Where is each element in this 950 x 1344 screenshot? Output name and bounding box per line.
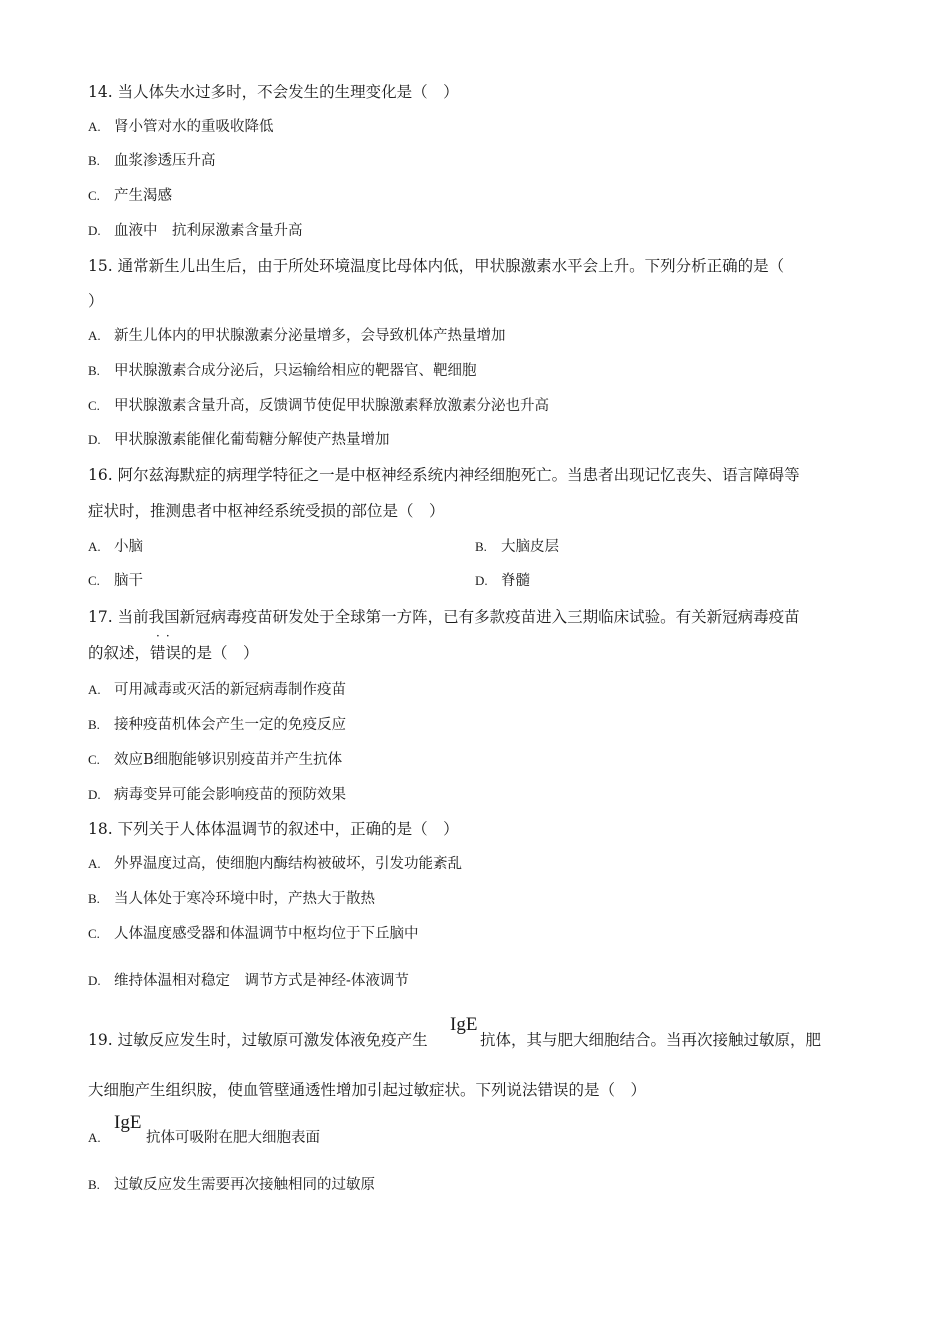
emphasis-dots: ·· <box>156 629 176 643</box>
q19-stem-line1-start: 19. 过敏反应发生时，过敏原可激发体液免疫产生 <box>88 1031 428 1049</box>
q16-option-a <box>88 537 143 557</box>
option-text: 当人体处于寒冷环境中时，产热大于散热 <box>114 891 375 907</box>
option-label: A. <box>88 119 101 134</box>
option-text: 小脑 <box>114 539 143 555</box>
option-label: D. <box>88 432 101 447</box>
option-label: A. <box>88 682 101 697</box>
option-label: C. <box>88 398 100 413</box>
option-label: D. <box>475 573 488 588</box>
q17-option-b <box>88 715 346 735</box>
option-text: 抗体可吸附在肥大细胞表面 <box>146 1130 320 1146</box>
option-label: A. <box>88 856 101 871</box>
option-text: 血液中 抗利尿激素含量升高 <box>114 223 303 239</box>
option-text: 血浆渗透压升高 <box>114 153 216 169</box>
option-label: A. <box>88 539 101 554</box>
q15-option-b <box>88 361 477 381</box>
q16-stem-line1: 16. 阿尔兹海默症的病理学特征之一是中枢神经系统内神经细胞死亡。当患者出现记忆丧失、语言障碍等 <box>88 466 800 484</box>
option-label: A. <box>88 1130 101 1145</box>
q15-option-c <box>88 396 549 416</box>
q14-option-c <box>88 186 172 206</box>
option-label: B. <box>88 717 100 732</box>
option-label: D. <box>88 787 101 802</box>
option-text: 新生儿体内的甲状腺激素分泌量增多，会导致机体产热量增加 <box>114 328 506 344</box>
option-text: 脊髓 <box>501 573 530 589</box>
option-text: 效应B细胞能够识别疫苗并产生抗体 <box>114 752 343 768</box>
ige-term: IgE <box>114 1112 142 1133</box>
option-label: B. <box>475 539 487 554</box>
q14-option-d <box>88 221 303 241</box>
option-label: C. <box>88 752 100 767</box>
q17-option-c <box>88 750 342 770</box>
option-label: B. <box>88 363 100 378</box>
option-label: B. <box>88 153 100 168</box>
q17-stem-line1: 17. 当前我国新冠病毒疫苗研发处于全球第一方阵，已有多款疫苗进入三期临床试验。有关新冠病毒疫苗 <box>88 608 800 626</box>
q18-stem: 18. 下列关于人体体温调节的叙述中，正确的是（ ） <box>88 820 459 838</box>
q19-stem-line1-end: 抗体，其与肥大细胞结合。当再次接触过敏原，肥 <box>480 1031 822 1049</box>
option-text: 肾小管对水的重吸收降低 <box>114 119 274 135</box>
option-text: 甲状腺激素含量升高，反馈调节使促甲状腺激素释放激素分泌也升高 <box>114 398 549 414</box>
option-label: B. <box>88 1177 100 1192</box>
q17-stem-line2: 的叙述，错误的是（ ） <box>88 644 259 662</box>
q18-option-d <box>88 971 409 991</box>
option-text: 维持体温相对稳定 调节方式是神经-体液调节 <box>114 973 409 989</box>
q15-stem-line1: 15. 通常新生儿出生后，由于所处环境温度比母体内低，甲状腺激素水平会上升。下列分析正确的是（ <box>88 257 785 275</box>
q14-option-a <box>88 117 274 137</box>
q15-option-a <box>88 326 506 346</box>
option-label: A. <box>88 328 101 343</box>
option-text: 脑干 <box>114 573 143 589</box>
option-label: B. <box>88 891 100 906</box>
q17-option-d <box>88 785 346 805</box>
q16-option-d <box>475 571 530 591</box>
option-text: 甲状腺激素合成分泌后，只运输给相应的靶器官、靶细胞 <box>114 363 477 379</box>
option-text: 外界温度过高，使细胞内酶结构被破坏，引发功能紊乱 <box>114 856 462 872</box>
option-label: C. <box>88 573 100 588</box>
option-text: 甲状腺激素能催化葡萄糖分解使产热量增加 <box>114 432 390 448</box>
option-text: 大脑皮层 <box>501 539 559 555</box>
option-label: D. <box>88 223 101 238</box>
option-label: C. <box>88 926 100 941</box>
ige-term: IgE <box>450 1014 478 1035</box>
q18-option-a <box>88 854 462 874</box>
q16-stem-line2: 症状时，推测患者中枢神经系统受损的部位是（ ） <box>88 502 445 520</box>
q15-option-d <box>88 430 390 450</box>
option-text: 过敏反应发生需要再次接触相同的过敏原 <box>114 1177 375 1193</box>
option-label: D. <box>88 973 101 988</box>
option-text: 可用减毒或灭活的新冠病毒制作疫苗 <box>114 682 346 698</box>
option-label: C. <box>88 188 100 203</box>
q16-option-b <box>475 537 559 557</box>
option-text: 病毒变异可能会影响疫苗的预防效果 <box>114 787 346 803</box>
q17-option-a <box>88 680 346 700</box>
option-text: 人体温度感受器和体温调节中枢均位于下丘脑中 <box>114 926 419 942</box>
q19-stem-line2: 大细胞产生组织胺，使血管壁通透性增加引起过敏症状。下列说法错误的是（ ） <box>88 1081 647 1099</box>
option-text: 产生渴感 <box>114 188 172 204</box>
q18-option-b <box>88 889 375 909</box>
q18-option-c <box>88 924 419 944</box>
option-text: 接种疫苗机体会产生一定的免疫反应 <box>114 717 346 733</box>
q14-stem: 14. 当人体失水过多时，不会发生的生理变化是（ ） <box>88 83 459 101</box>
q19-option-b <box>88 1175 375 1195</box>
q14-option-b <box>88 151 216 171</box>
q16-option-c <box>88 571 143 591</box>
q15-stem-line2: ） <box>88 292 104 310</box>
